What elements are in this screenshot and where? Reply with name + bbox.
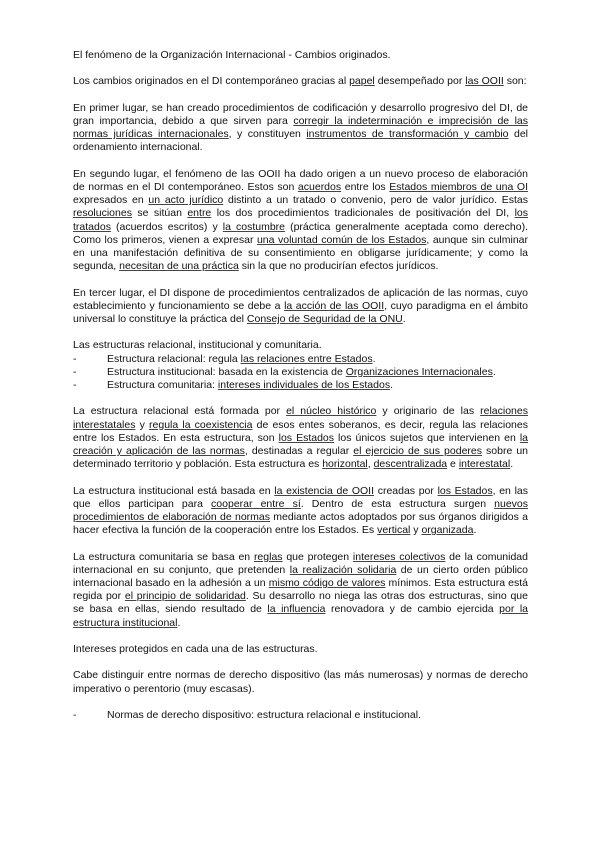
- paragraph-third: En tercer lugar, el DI dispone de procedimientos centralizados de aplicación de las normas, cuyo establecimiento y funcionamiento se debe a la acción de las OOII, cuyo paradigma en el ámbito universal lo constituye la práctica del Consejo de Seguridad de la ONU.: [73, 286, 529, 325]
- list-item: - Estructura comunitaria: intereses individuales de los Estados.: [73, 379, 393, 391]
- list-item: - Estructura institucional: basada en la existencia de Organizaciones Internacionales.: [73, 365, 496, 378]
- interests-heading: Intereses protegidos en cada una de las estructuras.: [73, 643, 318, 655]
- paragraph-norms: Cabe distinguir entre normas de derecho dispositivo (las más numerosas) y normas de derecho imperativo o perentorio (muy escasas).: [73, 669, 528, 695]
- paragraph-second: En segundo lugar, el fenómeno de las OOII ha dado origen a un nuevo proceso de elaboración de normas en el DI contemporáneo. Estos son acuerdos entre los Estados miembros de una OI expresados en un acto jurídico distinto a un tratado o convenio, pero de valor jurídico. Estas resoluciones se sitúan entre los dos procedimientos tradicionales de positivación del DI, los tratados (acuerdos escritos) y la costumbre (práctica generalmente aceptada como derecho). Como los primeros, vienen a expresar una voluntad común de los Estados, aunque sin culminar en una manifestación definitiva de su consentimiento en obligarse jurídicamente; y como la segunda, necesitan de una práctica sin la que no producirían efectos jurídicos.: [73, 167, 529, 273]
- document-page: [73, 49, 528, 722]
- structures-heading: Las estructuras relacional, institucional y comunitaria.: [73, 339, 322, 352]
- paragraph-institutional: La estructura institucional está basada en la existencia de OOII creadas por los Estados, en las que ellos participan para cooperar entre sí. Dentro de esta estructura surgen nuevos procedimientos de elaboración de normas mediante actos adoptados por sus órganos dirigidos a hacer efectiva la función de la cooperación entre los Estados. Es vertical y organizada.: [73, 484, 528, 537]
- paragraph-community: La estructura comunitaria se basa en reglas que protegen intereses colectivos de la comunidad internacional en su conjunto, que pretenden la realización solidaria de un cierto orden público internacional basado en la adhesión a un mismo código de valores mínimos. Esta estructura está regida por el principio de solidaridad. Su desarrollo no niega las otras dos estructuras, sino que se basa en ellas, siendo resultado de la influencia renovadora y de cambio ejercida por la estructura institucional.: [73, 550, 529, 629]
- list-item: - Normas de derecho dispositivo: estructura relacional e institucional.: [73, 708, 421, 721]
- doc-title: El fenómeno de la Organización Internacional - Cambios originados.: [73, 49, 391, 61]
- intro-paragraph: Los cambios originados en el DI contemporáneo gracias al papel desempeñado por las OOII son:: [73, 75, 527, 88]
- paragraph-relational: La estructura relacional está formada por el núcleo histórico y originario de las relaciones interestatales y regula la coexistencia de esos entes soberanos, es decir, regula las relaciones entre los Estados. En esta estructura, son los Estados los únicos sujetos que intervienen en la creación y aplicación de las normas, destinadas a regular el ejercicio de sus poderes sobre un determinado territorio y población. Esta estructura es horizontal, descentralizada e interestatal.: [73, 405, 528, 471]
- structures-list: [73, 353, 528, 393]
- list-item: - Estructura relacional: regula las relaciones entre Estados.: [73, 352, 376, 365]
- paragraph-first: En primer lugar, se han creado procedimientos de codificación y desarrollo progresivo del DI, de gran importancia, debido a que sirven para corregir la indeterminación e imprecisión de las normas jurídicas internacionales, y constituyen instrumentos de transformación y cambio del ordenamiento internacional.: [73, 101, 529, 154]
